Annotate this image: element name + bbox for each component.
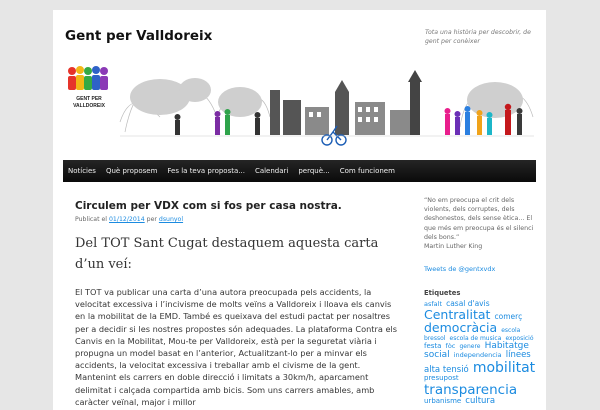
tag-link[interactable]: Habitatge social: [424, 340, 529, 361]
post-meta: [75, 216, 400, 223]
tag-link[interactable]: urbanisme: [424, 396, 462, 405]
nav-item-que-proposem[interactable]: Què proposem: [105, 167, 158, 175]
tags-title: Etiquetes: [424, 289, 461, 298]
tag-link[interactable]: exposició: [505, 334, 534, 342]
tag-link[interactable]: cultura: [465, 395, 496, 406]
main-nav: [63, 160, 536, 182]
site-logo: [65, 62, 113, 120]
tag-link[interactable]: escola de musica: [449, 334, 502, 342]
tag-link[interactable]: festa: [424, 341, 442, 350]
svg-text:VALLDOREIX: VALLDOREIX: [73, 103, 105, 109]
tag-link[interactable]: democràcia: [424, 320, 498, 336]
tweets-link[interactable]: Tweets de @gentxvdx: [424, 265, 496, 274]
banner-illustration: [65, 62, 534, 148]
post-author-link[interactable]: dsunyol: [158, 216, 184, 223]
tag-link[interactable]: asfalt: [424, 300, 442, 309]
site-title[interactable]: Gent per Valldoreix: [65, 28, 213, 44]
post-meta-prefix: Publicat el: [75, 216, 108, 223]
sidebar-quote: [424, 196, 540, 251]
post-body: El TOT va publicar una carta d’una autora preocupada pels accidents, la velocitat excessiva i l’incivisme de molts veïns a Valldoreix i lloava els canvis en la mobilitat de la EMD. També es queixava del estudi pactat per nosaltres per a decidir si les nostres propostes són adequades. La plataforma Contra els Canvis en la Mobilitat, Mou-te per Valldoreix, està per la seguretat viària i propugna un model basat en l’anterior, Actualitzant-lo per a minvar els accidents, la velocitat excessiva i treballar amb el civisme de la gent. Mantenint els carrers en doble direcció i limitats a 30km/h, aparcament delimitat i calçada compartida amb bicis. Som uns carrers amables, amb caràcter veïnal, major i millor: [75, 287, 398, 407]
quote-text: “No em preocupa el crit dels violents, dels corruptes, dels deshonestos, dels sense ètica... El que més em preocupa és el silenci dels bons.”: [424, 197, 534, 241]
nav-item-perque[interactable]: perquè...: [298, 167, 330, 175]
tag-link[interactable]: escola bressol: [424, 327, 521, 342]
quote-author: Martin Luther King: [424, 243, 483, 251]
post-date-link[interactable]: 01/12/2014: [109, 216, 145, 223]
tag-link[interactable]: fòc: [445, 341, 456, 350]
post-article: [75, 200, 400, 408]
tag-link[interactable]: independencia: [453, 351, 502, 360]
header-banner[interactable]: [65, 62, 534, 148]
tag-cloud: [424, 300, 540, 406]
post-lead: Del TOT Sant Cugat destaquem aquesta carta d’un veí:: [75, 236, 379, 272]
tag-link[interactable]: Centralitat: [424, 307, 491, 323]
tag-link[interactable]: genere: [459, 342, 481, 350]
sidebar: [424, 196, 540, 406]
nav-item-fes-proposta[interactable]: Fes la teva proposta...: [167, 167, 245, 175]
post-title[interactable]: Circulem per VDX com si fos per casa nostra.: [75, 200, 342, 212]
svg-text:GENT PER: GENT PER: [76, 96, 102, 102]
tag-link[interactable]: línees alta tensió: [424, 350, 531, 375]
nav-item-calendari[interactable]: Calendari: [254, 167, 289, 175]
tag-link[interactable]: casal d'avis: [446, 299, 490, 309]
page-container: [53, 10, 546, 410]
tag-link[interactable]: presupost: [424, 374, 459, 383]
nav-item-noticies[interactable]: Notícies: [68, 167, 96, 175]
nav-item-com-funcionem[interactable]: Com funcionem: [339, 167, 395, 175]
site-description: Tota una història per descobrir, de gent per conèixer: [425, 29, 531, 45]
tag-link[interactable]: transparencia: [424, 381, 518, 398]
post-meta-by: per: [146, 216, 157, 223]
tag-link[interactable]: comerç: [494, 312, 523, 322]
tag-link[interactable]: mobilitat: [472, 359, 536, 376]
